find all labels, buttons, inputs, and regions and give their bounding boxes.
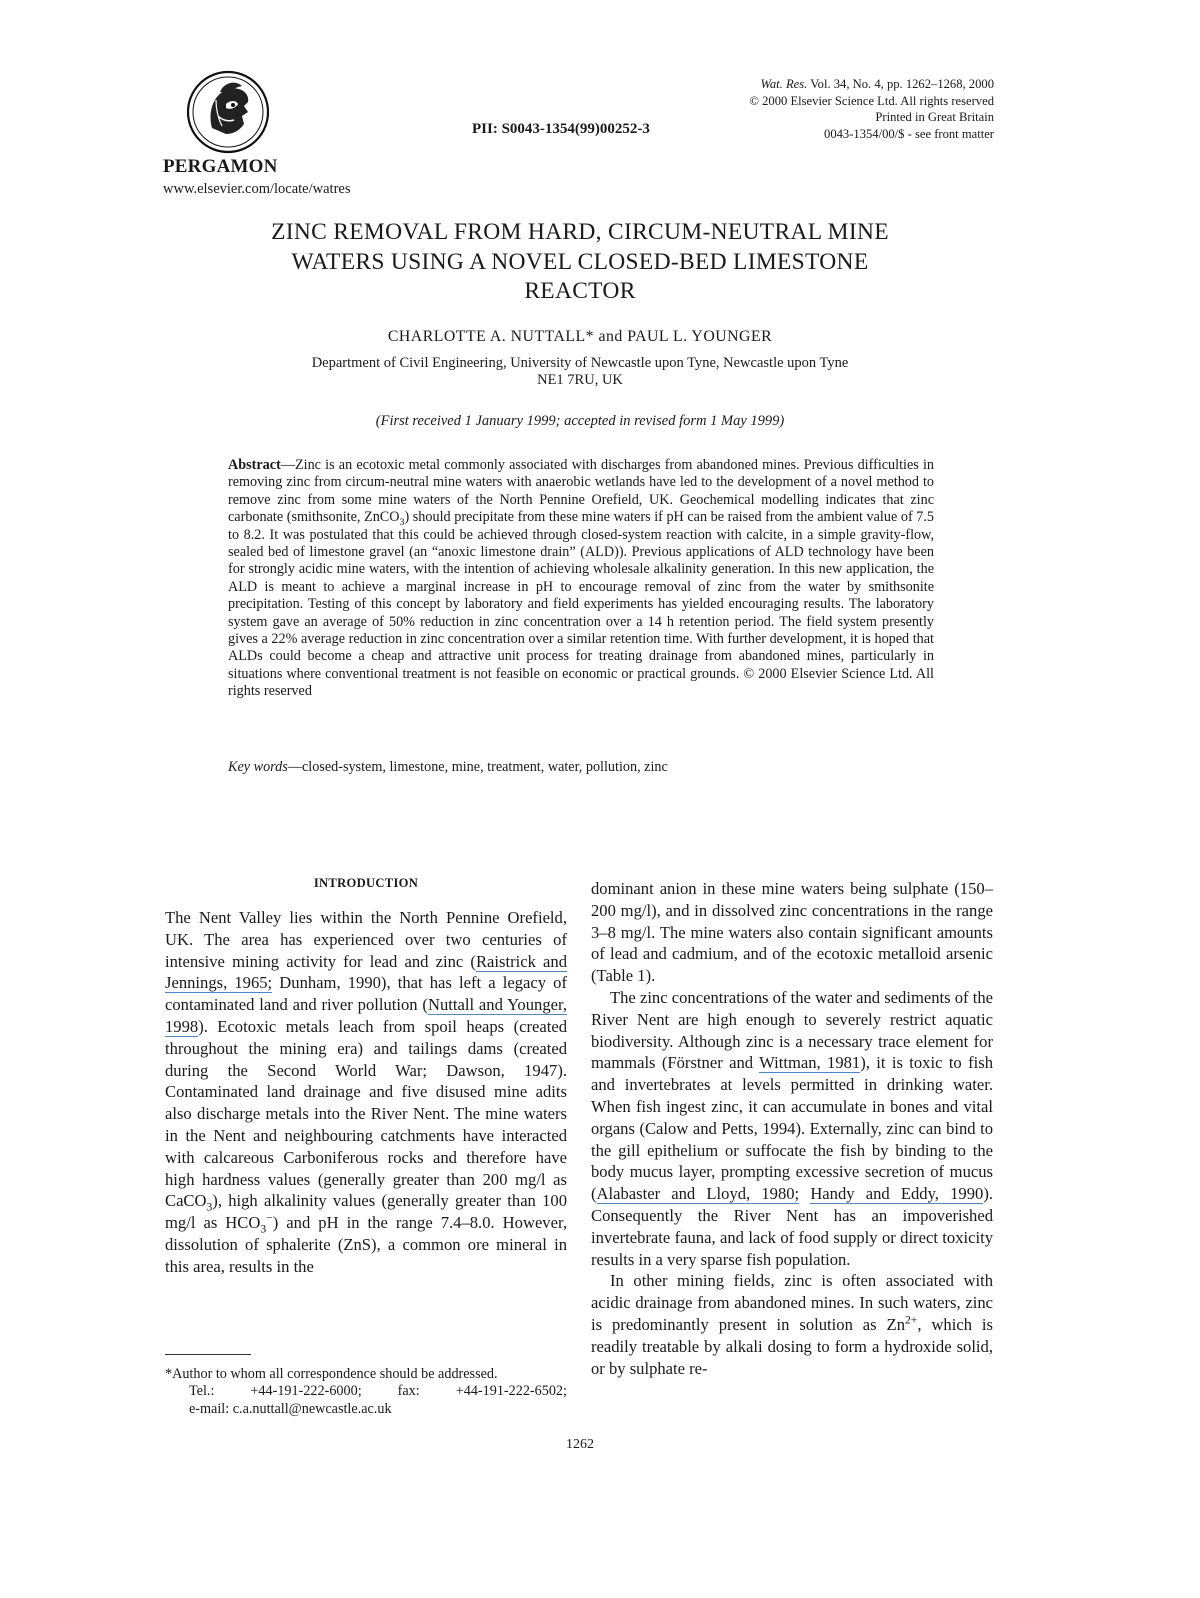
citation-link-wittman[interactable]: Wittman, 1981	[759, 1053, 861, 1073]
abstract-text-1: —Zinc is an ecotoxic metal commonly associated with discharges from abandoned mines. Previous difficulties in removing zinc from circum-neutral mine waters with anaerobic wetlands have led to the development of a novel method to remove zinc from some mine waters of the North Pennine Orefield, UK. Geochemical modelling indicates that zinc carbonate (smithsonite, ZnCO	[228, 457, 934, 526]
warrior-head-icon	[186, 70, 270, 154]
intro-paragraph-4	[591, 1270, 993, 1379]
publisher-name: PERGAMON	[163, 156, 278, 177]
keywords-list: —closed-system, limestone, mine, treatment, water, pollution, zinc	[287, 759, 668, 775]
paragraph-text	[799, 1184, 810, 1203]
fax-label: fax:	[397, 1383, 420, 1400]
superscript: −	[266, 1211, 273, 1225]
issn-line: 0043-1354/00/$ - see front matter	[824, 126, 994, 141]
publisher-website: www.elsevier.com/locate/watres	[163, 181, 351, 197]
journal-citation	[749, 76, 994, 142]
fax-number: +44-191-222-6502;	[455, 1383, 567, 1400]
author-footnote	[165, 1366, 567, 1418]
journal-volume-line	[749, 76, 994, 93]
tel-number: +44-191-222-6000;	[250, 1383, 362, 1400]
citation-link-alabaster[interactable]: Alabaster and Lloyd, 1980;	[596, 1184, 800, 1204]
abstract	[228, 457, 934, 701]
article-title	[200, 218, 960, 307]
abstract-subscript: 3	[399, 517, 405, 529]
paragraph-text: ), high alkalinity values (generally greater than 100 mg/l as HCO	[165, 1191, 567, 1233]
keywords	[228, 759, 934, 776]
paragraph-text: In other mining fields, zinc is often associated with acidic drainage from abandoned mines. In such waters, zinc is predominantly present in solution as Zn	[591, 1271, 993, 1334]
paragraph-text: ) and pH in the range 7.4–8.0. However, dissolution of sphalerite (ZnS), a common ore mineral in this area, results in the	[165, 1213, 567, 1276]
article-history: (First received 1 January 1999; accepted in revised form 1 May 1999)	[375, 413, 785, 429]
abstract-label: Abstract	[228, 457, 281, 473]
author-affiliation	[240, 355, 920, 389]
article-authors: CHARLOTTE A. NUTTALL* and PAUL L. YOUNGER	[387, 328, 773, 345]
citation-link-handy[interactable]: Handy and Eddy, 1990	[810, 1184, 984, 1204]
paragraph-text: ), it is toxic to fish and invertebrates at levels permitted in drinking water. When fish ingest zinc, it can accumulate in bones and vital organs (Calow and Petts, 1994). Externally, zinc can bind to the gill epithelium or suffocate the fish by binding to the body mucus layer, prompting excessive secretion of mucus (	[591, 1053, 993, 1204]
subscript: 3	[206, 1200, 213, 1214]
page-number: 1262	[566, 1437, 594, 1452]
title-line-2: WATERS USING A NOVEL CLOSED-BED LIMESTONE	[291, 248, 869, 275]
footnote-email[interactable]: e-mail: c.a.nuttall@newcastle.ac.uk	[189, 1400, 392, 1417]
affiliation-line-2: NE1 7RU, UK	[537, 372, 623, 388]
body-column-right	[591, 878, 993, 1379]
paragraph-text: Dunham, 1990), that has left a legacy of contaminated land and river pollution (	[165, 973, 567, 1015]
paragraph-text: , which is readily treatable by alkali dosing to form a hydroxide solid, or by sulphate re-	[591, 1314, 993, 1378]
subscript: 3	[260, 1222, 267, 1236]
copyright-line: © 2000 Elsevier Science Ltd. All rights reserved	[749, 93, 994, 108]
title-line-1: ZINC REMOVAL FROM HARD, CIRCUM-NEUTRAL MINE	[271, 219, 889, 245]
journal-abbrev: Wat. Res.	[760, 77, 808, 91]
journal-volume: Vol. 34, No. 4, pp. 1262–1268, 2000	[807, 77, 994, 91]
superscript: 2+	[905, 1313, 918, 1327]
intro-paragraph-2: dominant anion in these mine waters being sulphate (150–200 mg/l), and in dissolved zinc concentrations in the range 3–8 mg/l. The mine waters also contain significant amounts of lead and cadmium, and of the ecotoxic metalloid arsenic (Table 1).	[591, 879, 993, 986]
body-column-left	[165, 907, 567, 1278]
footnote-line-1: *Author to whom all correspondence should be addressed.	[165, 1366, 498, 1382]
printed-line: Printed in Great Britain	[875, 110, 994, 124]
pii-identifier: PII: S0043-1354(99)00252-3	[472, 121, 650, 137]
abstract-text-2: ) should precipitate from these mine waters if pH can be raised from the ambient value of 7.5 to 8.2. It was postulated that this could be achieved through closed-system reaction with calcite, in a simple gravity-flow, sealed bed of limestone gravel (an “anoxic limestone drain” (ALD)). Previous applications of ALD technology have been for strongly acidic mine waters, with the intention of achieving wholesale alkalinity generation. In this new application, the ALD is meant to achieve a marginal increase in pH to encourage removal of zinc from the water by smithsonite precipitation. Testing of this concept by laboratory and field experiments has yielded encouraging results. The laboratory system gave an average of 50% reduction in zinc concentration over a 14 h retention period. The field system presently gives a 22% average reduction in zinc concentration over a similar retention time. With further development, it is hoped that ALDs could become a cheap and attractive unit process for treating drainage from abandoned mines, particularly in situations where conventional treatment is not feasible on economic or practical grounds. © 2000 Elsevier Science Ltd. All rights reserved	[228, 509, 934, 700]
affiliation-line-1: Department of Civil Engineering, University of Newcastle upon Tyne, Newcastle upon Tyne	[311, 355, 849, 371]
paragraph-text: The Nent Valley lies within the North Pennine Orefield, UK. The area has experienced over two centuries of intensive mining activity for lead and zinc (	[165, 908, 567, 971]
paragraph-text: ). Ecotoxic metals leach from spoil heaps (created throughout the mining era) and tailings dams (created during the Second World War; Dawson, 1947). Contaminated land drainage and five disused mine adits also discharge metals into the River Nent. The mine waters in the Nent and neighbouring catchments have interacted with calcareous Carboniferous rocks and therefore have high hardness values (generally greater than 200 mg/l as CaCO	[165, 1016, 567, 1211]
pergamon-logo	[186, 70, 270, 154]
paragraph-text: ). Consequently the River Nent has an impoverished invertebrate fauna, and lack of food supply or direct toxicity results in a very sparse fish population.	[591, 1184, 993, 1269]
intro-paragraph-3	[591, 987, 993, 1270]
footnote-divider	[165, 1354, 251, 1355]
citation-link-nuttall[interactable]: Nuttall and Younger, 1998	[165, 995, 567, 1036]
keywords-label: Key words	[228, 759, 288, 775]
title-line-3: REACTOR	[524, 278, 636, 304]
footnote-contact-line	[165, 1383, 567, 1400]
citation-link-raistrick[interactable]: Raistrick and Jennings, 1965;	[165, 951, 567, 993]
paragraph-text: The zinc concentrations of the water and sediments of the River Nent are high enough to severely restrict aquatic biodiversity. Although zinc is a necessary trace element for mammals (Förstner and	[591, 987, 993, 1073]
tel-label: Tel.:	[189, 1383, 215, 1400]
introduction-heading: INTRODUCTION	[313, 876, 419, 890]
intro-paragraph-1	[165, 907, 567, 1278]
